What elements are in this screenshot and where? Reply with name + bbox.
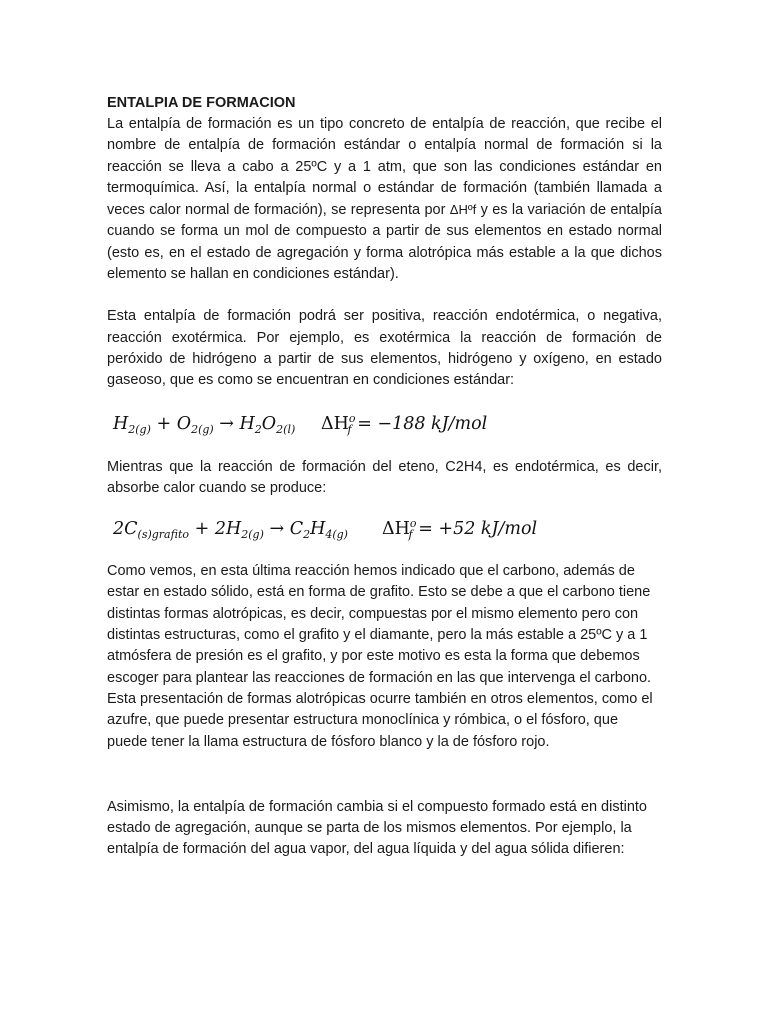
document-title: ENTALPIA DE FORMACION bbox=[107, 95, 296, 111]
paragraph-intro bbox=[107, 114, 662, 285]
eq1-product: $H_2O_{2(l)}$ bbox=[239, 413, 296, 436]
reaction-arrow-icon: → bbox=[269, 519, 285, 540]
paragraph-allotropic-forms: Como vemos, en esta última reacción hemos indicado que el carbono, además de estar en estado sólido, está en forma de grafito. Esto se debe a que el carbono tiene distintas formas alotrópicas, es decir, compuestas por el mismo elemento pero con distintas estructuras, como el grafito y el diamante, pero la más estable a 25ºC y a 1 atmósfera de presión es el grafito, y por este motivo es esta la forma que debemos escoger para plantear las reacciones de formación en las que intervenga el carbono. Esta presentación de formas alotrópicas ocurre también en otros elementos, como el azufre, que puede presentar estructura monoclínica y rómbica, o el fósforo, que puede tener la llama estructura de fósforo blanco y la de fósforo rojo. bbox=[107, 563, 653, 750]
document-page bbox=[107, 93, 662, 861]
paragraph-exothermic: Esta entalpía de formación podrá ser positiva, reacción endotérmica, o negativa, reacción exotérmica. Por ejemplo, es exotérmica la reacción de formación de peróxido de hidrógeno a partir de sus elementos, hidrógeno y oxígeno, en estado gaseoso, que es como se encuentran en condiciones estándar: bbox=[107, 308, 662, 389]
eq1-reactant-hydrogen: $H_{2(g)}$ bbox=[113, 413, 151, 436]
equation-ethene: $2C_{(s)grafito} + 2H_{2(g)} \to C_2H_{4(g)}$ $\Delta H^o_f = +52$ kJ/mol bbox=[113, 517, 538, 542]
enthalpy-symbol: ΔHºf bbox=[449, 202, 477, 218]
eq2-product: $C_2H_{4(g)}$ bbox=[289, 519, 348, 542]
paragraph-intro-text-end: y es la variación de entalpía cuando se forma un mol de compuesto a partir de sus elementos en estado normal (esto es, en el estado de agregación y forma alotrópica más estable a la que dichos elemento se hallan en condiciones estándar). bbox=[107, 202, 662, 283]
eq2-enthalpy-value: $\Delta H^o_f = +52$ kJ/mol bbox=[382, 517, 538, 542]
paragraph-intro-text-start: La entalpía de formación es un tipo concreto de entalpía de reacción, que recibe el nombre de entalpía de formación estándar o entalpía normal de formación si la reacción se lleva a cabo a 25ºC y a 1 atm, que son las condiciones estándar en termoquímica. Así, la entalpía normal o estándar de formación (también llamada a veces calor normal de formación), se representa por bbox=[107, 116, 662, 219]
paragraph-aggregation-state: Asimismo, la entalpía de formación cambia si el compuesto formado está en distinto estado de agregación, aunque se parta de los mismos elementos. Por ejemplo, la entalpía de formación del agua vapor, del agua líquida y del agua sólida difieren: bbox=[107, 798, 647, 858]
eq1-reactant-oxygen: $O_{2(g)}$ bbox=[176, 413, 214, 436]
eq2-reactant-hydrogen: $2H_{2(g)}$ bbox=[214, 519, 264, 542]
equation-peroxide: $H_{2(g)} + O_{2(g)} \to H_2O_{2(l)}$ $\Delta H^o_f = -188$ kJ/mol bbox=[113, 411, 488, 436]
reaction-arrow-icon: → bbox=[219, 413, 234, 434]
paragraph-endothermic: Mientras que la reacción de formación del eteno, C2H4, es endotérmica, es decir, absorbe calor cuando se produce: bbox=[107, 458, 662, 496]
eq2-reactant-carbon: $2C_{(s)grafito}$ bbox=[113, 519, 189, 542]
eq1-enthalpy-value: $\Delta H^o_f = -188$ kJ/mol bbox=[321, 411, 488, 436]
